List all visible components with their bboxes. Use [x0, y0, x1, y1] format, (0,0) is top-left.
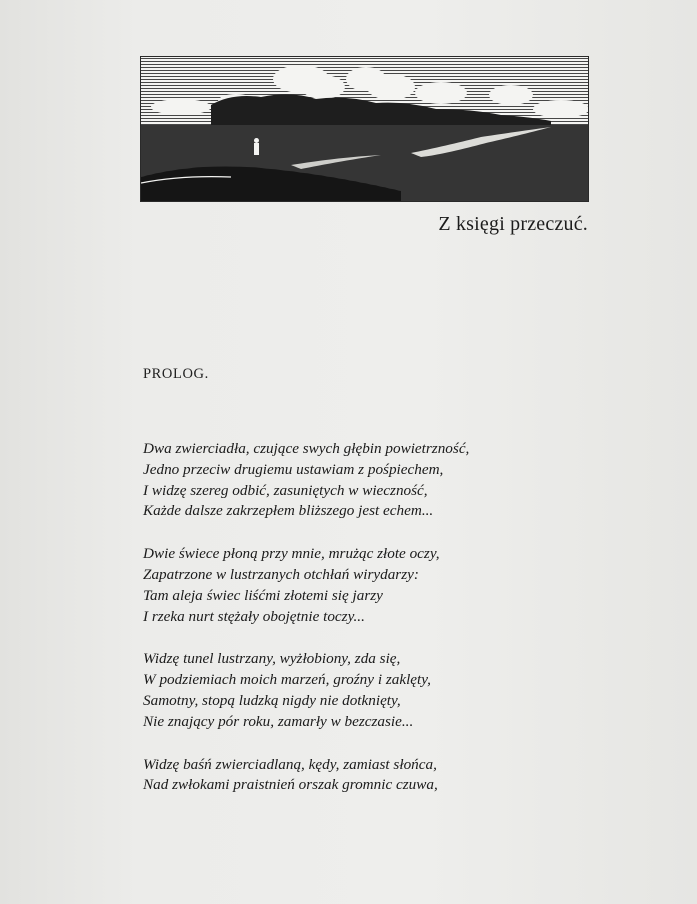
stanza [143, 649, 563, 732]
poem-line: I widzę szereg odbić, zasuniętych w wieczność, [143, 481, 428, 499]
poem-line: Tam aleja świec liśćmi złotemi się jarzy [143, 586, 383, 604]
poem-line: Każde dalsze zakrzepłem bliższego jest echem... [143, 502, 434, 520]
poem-line: Jedno przeciw drugiemu ustawiam z pośpiechem, [143, 460, 444, 478]
stanza [143, 755, 563, 797]
landscape-with-trees-icon [141, 57, 588, 201]
poem-line: Widzę baśń zwierciadlaną, kędy, zamiast słońca, [143, 755, 437, 773]
poem-line: Nad zwłokami praistnień orszak gromnic czuwa, [143, 776, 438, 794]
stanza [143, 544, 563, 627]
landscape-illustration [140, 56, 589, 202]
poem-line: Nie znający pór roku, zamarły w bezczasie... [143, 712, 414, 730]
section-title: PROLOG. [143, 366, 209, 382]
stanza [143, 439, 563, 522]
poem-line: Zapatrzone w lustrzanych otchłań wirydarzy: [143, 565, 419, 583]
page-heading: Z księgi przeczuć. [438, 213, 588, 235]
poem [143, 439, 563, 818]
poem-line: W podziemiach moich marzeń, groźny i zaklęty, [143, 671, 431, 689]
poem-line: I rzeka nurt stężały obojętnie toczy... [143, 607, 365, 625]
poem-line: Dwie świece płoną przy mnie, mrużąc złote oczy, [143, 545, 440, 563]
poem-line: Samotny, stopą ludzką nigdy nie dotknięty, [143, 691, 401, 709]
poem-line: Dwa zwierciadła, czujące swych głębin powietrzność, [143, 440, 470, 457]
poem-line: Widzę tunel lustrzany, wyżłobiony, zda się, [143, 650, 401, 668]
